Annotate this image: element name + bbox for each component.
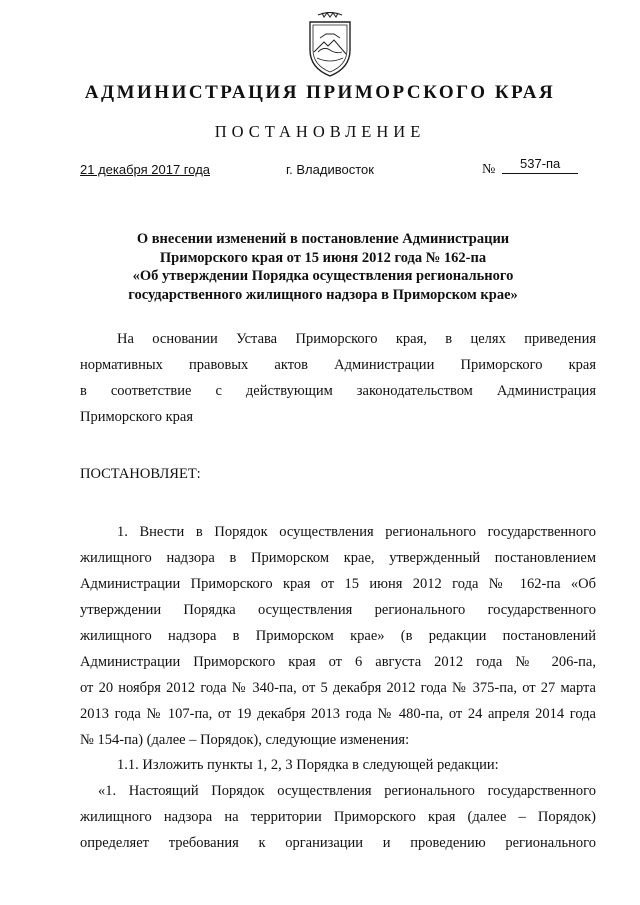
resolve-heading: ПОСТАНОВЛЯЕТ: xyxy=(80,466,201,482)
document-title xyxy=(90,230,556,304)
title-line: О внесении изменений в постановление Администрации xyxy=(136,231,510,247)
text-line: Администрации Приморского края от 15 июня 2012 года № 162-па «Об xyxy=(80,576,596,592)
item-1-1-paragraph xyxy=(80,752,596,856)
title-line: Приморского края от 15 июня 2012 года № 162-па xyxy=(159,249,487,266)
text-line: определяет требования к организации и проведению регионального xyxy=(80,835,596,851)
text-line: Администрации Приморского края от 6 августа 2012 года № 206-па, xyxy=(80,654,596,670)
text-line: от 20 ноября 2012 года № 340-па, от 5 декабря 2012 года № 375-па, от 27 марта xyxy=(80,680,596,696)
text-line: № 154-па) (далее – Порядок), следующие изменения: xyxy=(80,732,410,748)
number-value: 537-па xyxy=(520,156,561,171)
organization-name: АДМИНИСТРАЦИЯ ПРИМОРСКОГО КРАЯ xyxy=(84,82,556,103)
preamble-paragraph xyxy=(80,326,596,430)
document-date: 21 декабря 2017 года xyxy=(80,162,211,177)
text-line: нормативных правовых актов Администрации Приморского края xyxy=(80,357,596,373)
document-number xyxy=(482,156,582,178)
text-line: На основании Устава Приморского края, в целях приведения xyxy=(117,331,596,347)
text-line: жилищного надзора в Приморском крае, утвержденный постановлением xyxy=(80,550,596,566)
text-line: 1.1. Изложить пункты 1, 2, 3 Порядка в следующей редакции: xyxy=(117,757,499,773)
coat-of-arms-emblem xyxy=(304,12,356,78)
title-line: государственного жилищного надзора в Приморском крае» xyxy=(128,286,518,303)
text-line: 2013 года № 107-па, от 19 декабря 2013 года № 480-па, от 24 апреля 2014 года xyxy=(80,706,596,722)
text-line: жилищного надзора на территории Приморского края (далее – Порядок) xyxy=(80,809,596,825)
title-line: «Об утверждении Порядка осуществления регионального xyxy=(132,268,514,284)
item-1-paragraph xyxy=(80,519,596,753)
text-line: в соответствие с действующим законодательством Администрация xyxy=(80,383,596,399)
number-underline xyxy=(502,173,578,174)
text-line: утверждении Порядка осуществления регионального государственного xyxy=(80,602,596,618)
number-sign: № xyxy=(482,162,496,177)
text-line: «1. Настоящий Порядок осуществления регионального государственного xyxy=(98,783,596,799)
text-line: 1. Внести в Порядок осуществления регионального государственного xyxy=(117,524,596,540)
text-line: Приморского края xyxy=(80,409,194,425)
document-type: ПОСТАНОВЛЕНИЕ xyxy=(214,122,426,141)
text-line: жилищного надзора в Приморском крае» (в редакции постановлений xyxy=(80,628,596,644)
document-city: г. Владивосток xyxy=(286,162,374,177)
